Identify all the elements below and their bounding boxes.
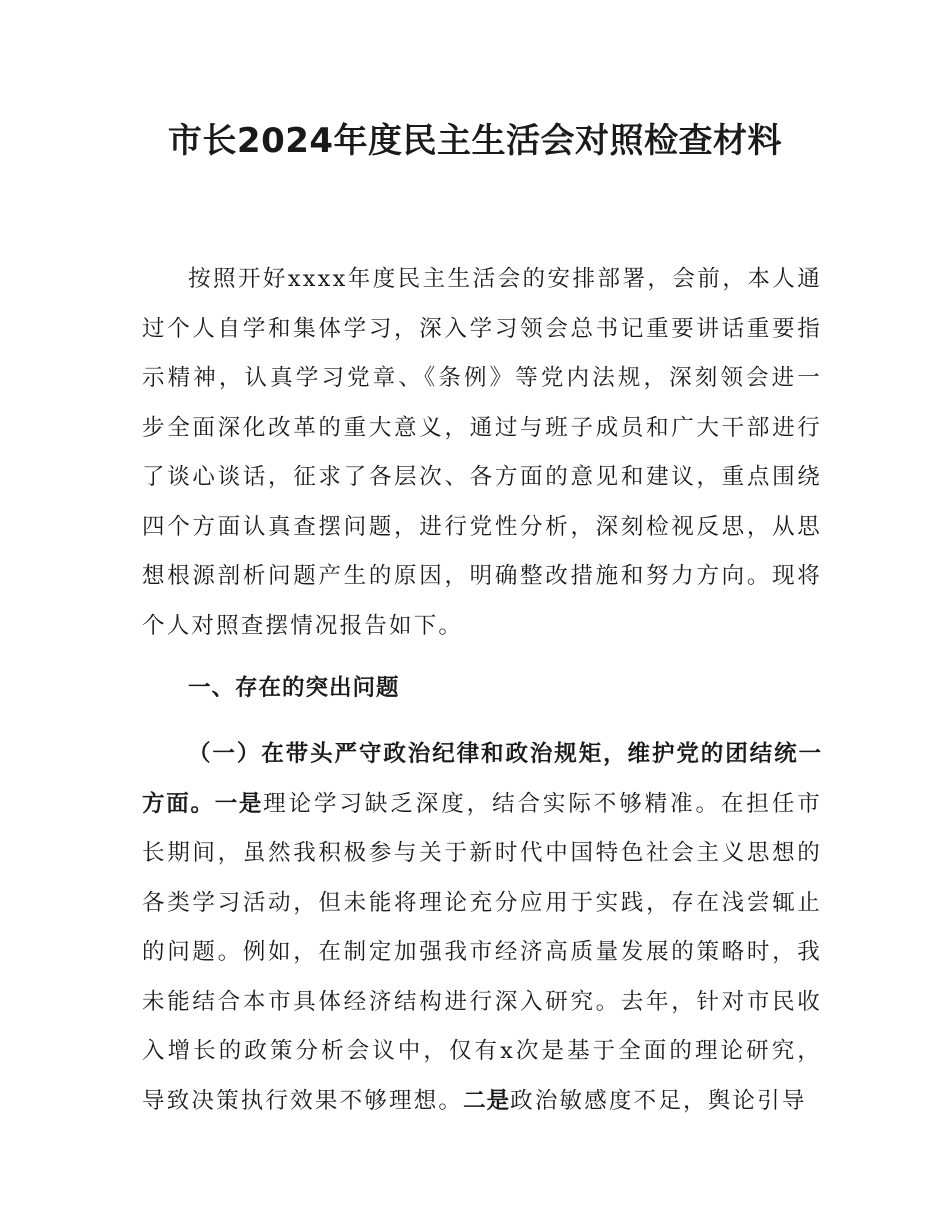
point-label-1: 一是 [214,790,264,817]
document-title: 市长2024年度民主生活会对照检查材料 [167,121,783,161]
section-heading-problems: 一、存在的突出问题 [188,675,400,701]
intro-paragraph: 按照开好xxxx年度民主生活会的安排部署，会前，本人通过个人自学和集体学习，深入学习领会总书记重要讲话重要指示精神，认真学习党章、《条例》等党内法规，深刻领会进一步全面深化改革的重大意义，通过与班子成员和广大干部进行了谈心谈话，征求了各层次、各方面的意见和建议，重点围绕四个方面认真查摆问题，进行党性分析，深刻检视反思，从思想根源剖析问题产生的原因，明确整改措施和努力方向。现将个人对照查摆情况报告如下。 [142,266,822,639]
point-text-1: 理论学习缺乏深度，结合实际不够精准。在担任市长期间，虽然我积极参与关于新时代中国特色社会主义思想的各类学习活动，但未能将理论充分应用于实践，存在浅尝辄止的问题。例如，在制定加强我市经济高质量发展的策略时，我未能结合本市具体经济结构进行深入研究。去年，针对市民收入增长的政策分析会议中，仅有x次是基于全面的理论研究，导致决策执行效果不够理想。 [142,790,822,1114]
point-text-2: 政治敏感度不足，舆论引导 [510,1087,807,1114]
subsection-heading: （一）在带头严守政治纪律和政治规矩，维护党的团结统一方面。 [142,741,822,817]
point-label-2: 二是 [463,1087,511,1114]
subsection-paragraph [142,730,822,1126]
